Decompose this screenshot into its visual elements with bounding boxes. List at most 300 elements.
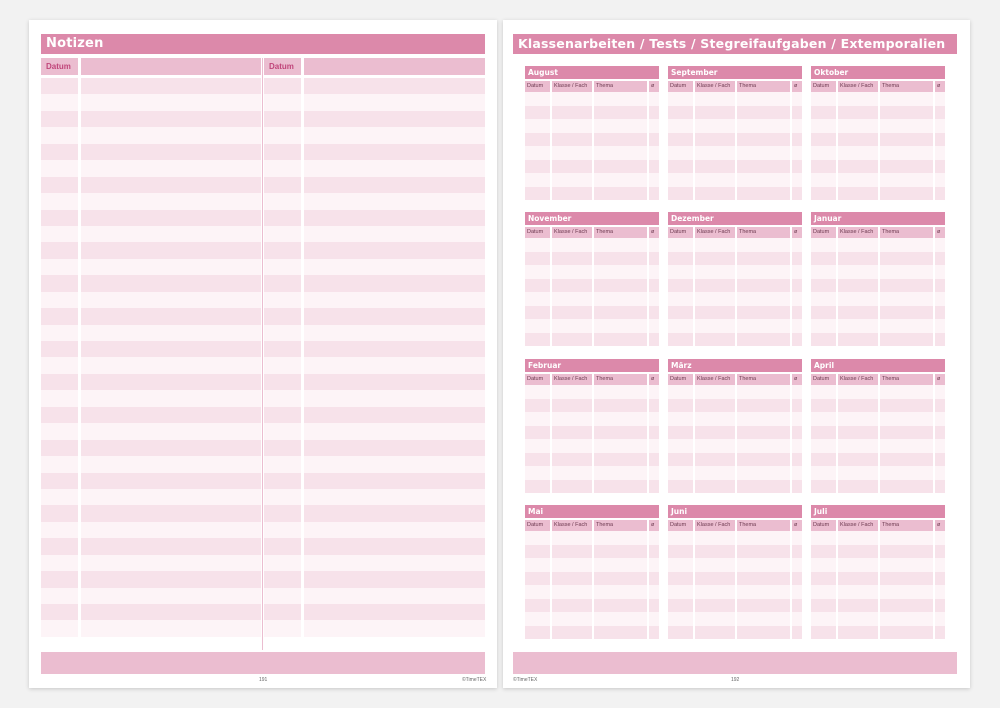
table-cell[interactable] [792,426,802,440]
table-cell[interactable] [935,333,945,347]
table-cell[interactable] [668,92,693,106]
note-row[interactable] [81,555,261,571]
table-cell[interactable] [668,453,693,467]
table-cell[interactable] [649,133,659,147]
table-cell[interactable] [668,599,693,613]
note-row[interactable] [264,341,301,357]
table-cell[interactable] [935,306,945,320]
table-cell[interactable] [649,385,659,399]
table-cell[interactable] [594,585,647,599]
table-row[interactable] [668,585,802,599]
table-cell[interactable] [649,187,659,201]
table-cell[interactable] [552,187,592,201]
table-cell[interactable] [695,545,735,559]
table-cell[interactable] [737,399,790,413]
table-cell[interactable] [935,146,945,160]
table-row[interactable] [525,399,659,413]
table-cell[interactable] [811,599,836,613]
table-cell[interactable] [594,173,647,187]
table-cell[interactable] [838,453,878,467]
note-row[interactable] [264,325,301,341]
table-cell[interactable] [838,480,878,494]
table-cell[interactable] [935,412,945,426]
note-row[interactable] [41,604,78,620]
table-row[interactable] [811,572,945,586]
table-cell[interactable] [668,187,693,201]
table-cell[interactable] [668,333,693,347]
note-row[interactable] [81,259,261,275]
table-cell[interactable] [838,106,878,120]
table-cell[interactable] [880,585,933,599]
table-cell[interactable] [525,453,550,467]
table-cell[interactable] [935,133,945,147]
table-cell[interactable] [695,119,735,133]
table-row[interactable] [668,572,802,586]
table-cell[interactable] [649,599,659,613]
table-cell[interactable] [737,439,790,453]
table-row[interactable] [668,238,802,252]
table-cell[interactable] [811,626,836,640]
table-cell[interactable] [935,160,945,174]
table-cell[interactable] [668,439,693,453]
note-row[interactable] [81,522,261,538]
table-cell[interactable] [594,119,647,133]
note-row[interactable] [81,78,261,94]
note-row[interactable] [81,604,261,620]
table-cell[interactable] [525,439,550,453]
table-cell[interactable] [594,319,647,333]
table-cell[interactable] [552,531,592,545]
note-row[interactable] [304,456,485,472]
table-cell[interactable] [737,545,790,559]
table-cell[interactable] [737,252,790,266]
table-cell[interactable] [811,238,836,252]
table-cell[interactable] [811,572,836,586]
table-cell[interactable] [811,252,836,266]
table-row[interactable] [668,173,802,187]
table-row[interactable] [668,306,802,320]
table-cell[interactable] [649,238,659,252]
table-row[interactable] [668,160,802,174]
table-row[interactable] [668,92,802,106]
table-cell[interactable] [880,531,933,545]
note-row[interactable] [81,325,261,341]
table-row[interactable] [525,119,659,133]
table-cell[interactable] [838,146,878,160]
note-row[interactable] [81,210,261,226]
note-row[interactable] [264,390,301,406]
note-row[interactable] [81,440,261,456]
table-cell[interactable] [838,92,878,106]
table-cell[interactable] [695,265,735,279]
table-cell[interactable] [594,92,647,106]
table-cell[interactable] [552,265,592,279]
table-row[interactable] [525,333,659,347]
table-row[interactable] [811,480,945,494]
table-cell[interactable] [649,119,659,133]
table-cell[interactable] [594,385,647,399]
table-cell[interactable] [594,238,647,252]
table-cell[interactable] [737,585,790,599]
note-row[interactable] [304,489,485,505]
table-cell[interactable] [695,238,735,252]
table-cell[interactable] [935,558,945,572]
table-row[interactable] [525,133,659,147]
table-cell[interactable] [552,572,592,586]
table-cell[interactable] [935,426,945,440]
note-row[interactable] [304,259,485,275]
table-cell[interactable] [695,160,735,174]
table-cell[interactable] [594,531,647,545]
note-row[interactable] [41,308,78,324]
note-row[interactable] [81,620,261,636]
note-row[interactable] [304,127,485,143]
table-cell[interactable] [880,238,933,252]
table-row[interactable] [668,599,802,613]
table-cell[interactable] [811,306,836,320]
table-cell[interactable] [737,466,790,480]
table-cell[interactable] [880,599,933,613]
table-cell[interactable] [594,106,647,120]
note-row[interactable] [41,588,78,604]
table-cell[interactable] [838,119,878,133]
table-cell[interactable] [838,279,878,293]
table-cell[interactable] [525,599,550,613]
table-cell[interactable] [552,480,592,494]
table-cell[interactable] [880,466,933,480]
note-row[interactable] [41,357,78,373]
table-cell[interactable] [935,173,945,187]
table-row[interactable] [668,426,802,440]
table-row[interactable] [811,558,945,572]
table-cell[interactable] [668,385,693,399]
note-row[interactable] [264,588,301,604]
table-row[interactable] [525,466,659,480]
table-row[interactable] [811,626,945,640]
note-row[interactable] [41,505,78,521]
table-row[interactable] [811,279,945,293]
table-cell[interactable] [792,306,802,320]
note-row[interactable] [264,538,301,554]
table-cell[interactable] [838,599,878,613]
note-row[interactable] [41,407,78,423]
table-row[interactable] [525,612,659,626]
note-row[interactable] [81,489,261,505]
table-row[interactable] [525,319,659,333]
table-cell[interactable] [811,279,836,293]
table-cell[interactable] [792,252,802,266]
table-cell[interactable] [552,160,592,174]
table-cell[interactable] [792,133,802,147]
table-row[interactable] [668,439,802,453]
note-row[interactable] [81,160,261,176]
note-row[interactable] [81,144,261,160]
table-row[interactable] [525,453,659,467]
note-row[interactable] [81,588,261,604]
table-row[interactable] [811,319,945,333]
table-cell[interactable] [838,545,878,559]
note-row[interactable] [264,423,301,439]
note-row[interactable] [304,522,485,538]
table-row[interactable] [525,626,659,640]
table-row[interactable] [668,106,802,120]
note-row[interactable] [41,78,78,94]
table-cell[interactable] [737,173,790,187]
table-row[interactable] [811,265,945,279]
table-cell[interactable] [737,265,790,279]
table-cell[interactable] [880,173,933,187]
table-cell[interactable] [880,119,933,133]
table-cell[interactable] [737,612,790,626]
note-row[interactable] [41,292,78,308]
table-cell[interactable] [935,92,945,106]
table-row[interactable] [811,146,945,160]
note-row[interactable] [41,620,78,636]
table-cell[interactable] [594,626,647,640]
note-row[interactable] [304,226,485,242]
table-cell[interactable] [552,133,592,147]
note-row[interactable] [304,407,485,423]
table-cell[interactable] [695,572,735,586]
table-row[interactable] [525,585,659,599]
table-cell[interactable] [737,306,790,320]
table-cell[interactable] [811,265,836,279]
table-row[interactable] [525,106,659,120]
table-cell[interactable] [594,399,647,413]
table-cell[interactable] [649,173,659,187]
note-row[interactable] [81,226,261,242]
note-row[interactable] [264,473,301,489]
table-cell[interactable] [668,626,693,640]
note-row[interactable] [81,505,261,521]
table-cell[interactable] [935,453,945,467]
table-row[interactable] [811,439,945,453]
table-cell[interactable] [880,385,933,399]
note-row[interactable] [304,341,485,357]
table-cell[interactable] [525,160,550,174]
table-cell[interactable] [552,426,592,440]
table-cell[interactable] [838,238,878,252]
note-row[interactable] [304,160,485,176]
table-cell[interactable] [594,146,647,160]
table-cell[interactable] [737,426,790,440]
table-cell[interactable] [811,292,836,306]
table-cell[interactable] [552,612,592,626]
table-cell[interactable] [811,531,836,545]
table-cell[interactable] [811,146,836,160]
table-cell[interactable] [737,558,790,572]
table-cell[interactable] [935,439,945,453]
table-cell[interactable] [838,612,878,626]
table-cell[interactable] [525,531,550,545]
table-cell[interactable] [838,531,878,545]
table-cell[interactable] [649,292,659,306]
table-cell[interactable] [668,279,693,293]
table-cell[interactable] [552,119,592,133]
table-cell[interactable] [838,439,878,453]
table-cell[interactable] [811,612,836,626]
note-row[interactable] [264,571,301,587]
note-row[interactable] [304,308,485,324]
table-cell[interactable] [552,466,592,480]
note-row[interactable] [41,522,78,538]
table-row[interactable] [811,466,945,480]
table-row[interactable] [525,173,659,187]
table-cell[interactable] [737,333,790,347]
table-cell[interactable] [552,106,592,120]
table-cell[interactable] [811,133,836,147]
note-row[interactable] [81,473,261,489]
table-cell[interactable] [594,545,647,559]
table-row[interactable] [811,238,945,252]
table-cell[interactable] [695,292,735,306]
table-row[interactable] [811,585,945,599]
table-cell[interactable] [838,558,878,572]
note-row[interactable] [304,473,485,489]
table-row[interactable] [668,558,802,572]
table-cell[interactable] [811,585,836,599]
table-cell[interactable] [737,480,790,494]
table-row[interactable] [525,146,659,160]
table-cell[interactable] [880,92,933,106]
table-cell[interactable] [935,385,945,399]
table-cell[interactable] [737,412,790,426]
table-cell[interactable] [552,173,592,187]
table-cell[interactable] [668,292,693,306]
table-cell[interactable] [737,292,790,306]
table-row[interactable] [811,599,945,613]
note-row[interactable] [304,440,485,456]
table-cell[interactable] [792,545,802,559]
table-row[interactable] [811,160,945,174]
table-cell[interactable] [838,173,878,187]
table-cell[interactable] [811,480,836,494]
table-row[interactable] [811,306,945,320]
table-cell[interactable] [838,319,878,333]
table-cell[interactable] [935,572,945,586]
table-cell[interactable] [695,385,735,399]
table-cell[interactable] [594,439,647,453]
table-cell[interactable] [935,252,945,266]
table-cell[interactable] [668,319,693,333]
table-row[interactable] [525,531,659,545]
table-cell[interactable] [792,106,802,120]
note-row[interactable] [304,374,485,390]
note-row[interactable] [304,210,485,226]
table-cell[interactable] [668,412,693,426]
table-cell[interactable] [695,146,735,160]
note-row[interactable] [81,571,261,587]
table-cell[interactable] [695,319,735,333]
table-cell[interactable] [935,531,945,545]
table-cell[interactable] [525,480,550,494]
table-cell[interactable] [525,292,550,306]
note-row[interactable] [41,538,78,554]
table-row[interactable] [811,92,945,106]
table-cell[interactable] [811,453,836,467]
table-cell[interactable] [594,306,647,320]
table-cell[interactable] [935,480,945,494]
table-cell[interactable] [525,187,550,201]
note-row[interactable] [81,456,261,472]
table-cell[interactable] [695,333,735,347]
table-cell[interactable] [811,92,836,106]
table-cell[interactable] [880,412,933,426]
table-cell[interactable] [792,585,802,599]
table-cell[interactable] [525,319,550,333]
table-cell[interactable] [525,252,550,266]
table-cell[interactable] [594,453,647,467]
table-cell[interactable] [695,453,735,467]
table-cell[interactable] [737,92,790,106]
table-cell[interactable] [695,106,735,120]
table-row[interactable] [525,279,659,293]
note-row[interactable] [81,111,261,127]
note-row[interactable] [41,456,78,472]
table-cell[interactable] [880,626,933,640]
table-cell[interactable] [552,319,592,333]
table-cell[interactable] [792,265,802,279]
table-row[interactable] [811,426,945,440]
table-cell[interactable] [737,531,790,545]
table-cell[interactable] [838,572,878,586]
table-cell[interactable] [668,119,693,133]
table-row[interactable] [525,599,659,613]
note-row[interactable] [264,308,301,324]
table-cell[interactable] [792,626,802,640]
note-row[interactable] [264,407,301,423]
note-row[interactable] [41,341,78,357]
table-cell[interactable] [737,119,790,133]
note-row[interactable] [304,505,485,521]
table-cell[interactable] [838,399,878,413]
note-row[interactable] [41,127,78,143]
note-row[interactable] [304,94,485,110]
table-cell[interactable] [811,333,836,347]
note-row[interactable] [41,390,78,406]
table-cell[interactable] [935,279,945,293]
table-cell[interactable] [594,426,647,440]
table-cell[interactable] [594,558,647,572]
table-row[interactable] [668,279,802,293]
table-row[interactable] [811,252,945,266]
note-row[interactable] [41,94,78,110]
table-cell[interactable] [792,531,802,545]
note-row[interactable] [264,144,301,160]
table-cell[interactable] [792,119,802,133]
note-row[interactable] [304,193,485,209]
table-cell[interactable] [552,439,592,453]
table-cell[interactable] [811,412,836,426]
table-cell[interactable] [838,585,878,599]
table-cell[interactable] [811,385,836,399]
table-cell[interactable] [935,292,945,306]
table-cell[interactable] [737,453,790,467]
table-cell[interactable] [880,572,933,586]
table-row[interactable] [525,292,659,306]
table-cell[interactable] [594,333,647,347]
table-cell[interactable] [552,453,592,467]
table-cell[interactable] [737,279,790,293]
note-row[interactable] [41,275,78,291]
note-row[interactable] [81,94,261,110]
table-cell[interactable] [552,238,592,252]
table-cell[interactable] [649,333,659,347]
note-row[interactable] [304,292,485,308]
table-cell[interactable] [935,399,945,413]
table-cell[interactable] [649,252,659,266]
table-cell[interactable] [838,466,878,480]
